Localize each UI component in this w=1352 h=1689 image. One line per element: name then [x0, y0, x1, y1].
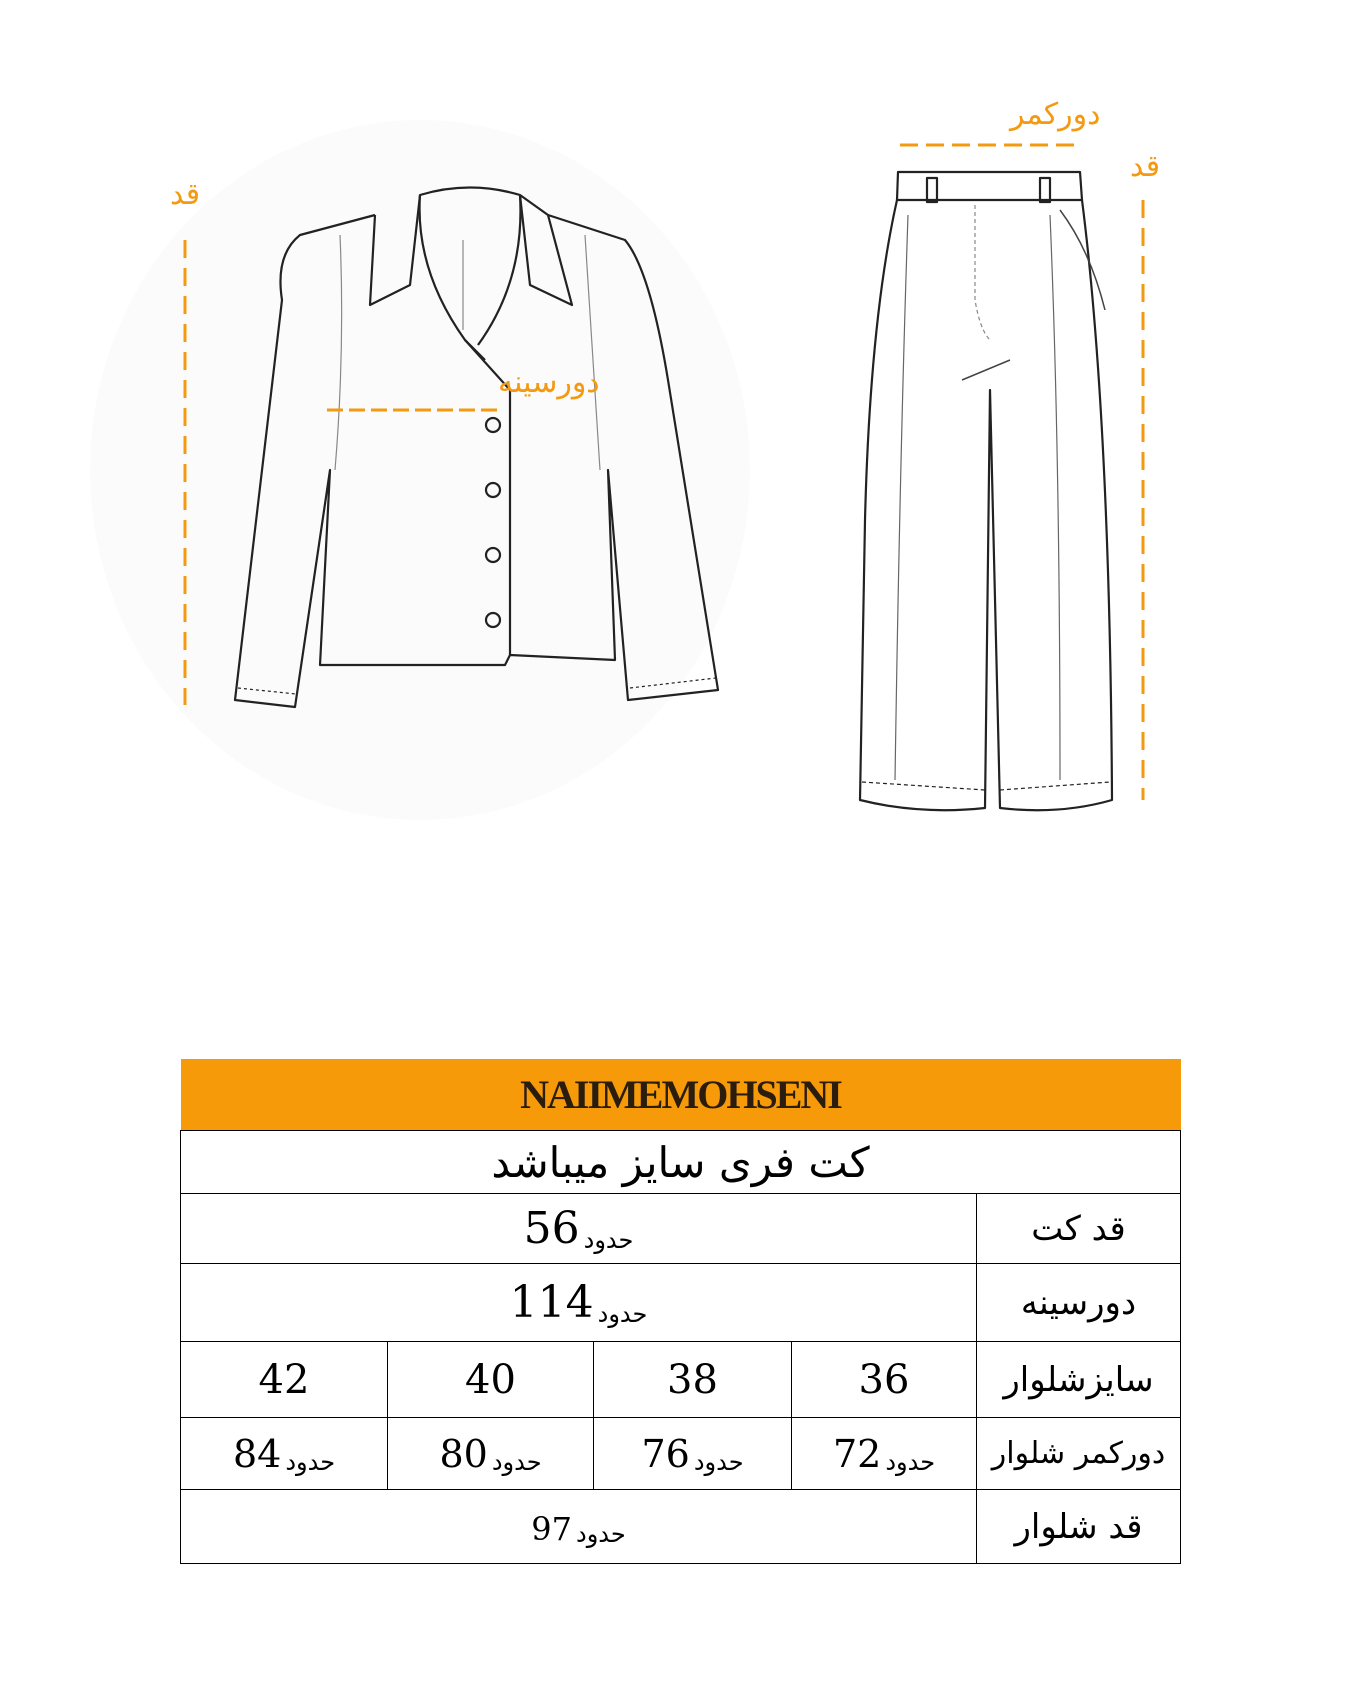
pants-size-label-cell: سایزشلوار — [977, 1342, 1181, 1418]
chest-label-cell: دورسینه — [977, 1264, 1181, 1342]
pants-waist-cell: 84 حدود — [181, 1418, 388, 1490]
jacket-length-label-cell: قد کت — [977, 1194, 1181, 1264]
pants-length-value: 97 حدود — [181, 1490, 977, 1564]
pants-size-cell: 42 — [181, 1342, 388, 1418]
table-row-pants-length — [181, 1490, 1181, 1564]
table-row-pants-waist — [181, 1418, 1181, 1490]
pants-waist-cell: 80 حدود — [388, 1418, 594, 1490]
pants-waist-label-cell: دورکمر شلوار — [977, 1418, 1181, 1490]
table-row-chest — [181, 1264, 1181, 1342]
free-size-note: کت فری سایز میباشد — [181, 1131, 1181, 1194]
size-table — [180, 1059, 1181, 1564]
pants-waist-cell: 76 حدود — [594, 1418, 792, 1490]
pants-length-label-cell: قد شلوار — [977, 1490, 1181, 1564]
pants-size-cell: 38 — [594, 1342, 792, 1418]
jacket-length-value: 56 حدود — [181, 1194, 977, 1264]
pants-size-cell: 40 — [388, 1342, 594, 1418]
jacket-chest-label: دورسینه — [498, 365, 600, 400]
pants-length-label: قد — [1130, 149, 1161, 184]
pants-waist-label: دورکمر — [1010, 97, 1101, 132]
chest-value: 114 حدود — [181, 1264, 977, 1342]
jacket-length-label: قد — [170, 177, 201, 212]
table-row-jacket-length — [181, 1194, 1181, 1264]
pants-waist-cell: 72 حدود — [792, 1418, 977, 1490]
brand-header: NAIIMEMOHSENI — [181, 1059, 1181, 1131]
pants-size-cell: 36 — [792, 1342, 977, 1418]
table-row-pants-sizes — [181, 1342, 1181, 1418]
pants-drawing — [860, 172, 1112, 810]
